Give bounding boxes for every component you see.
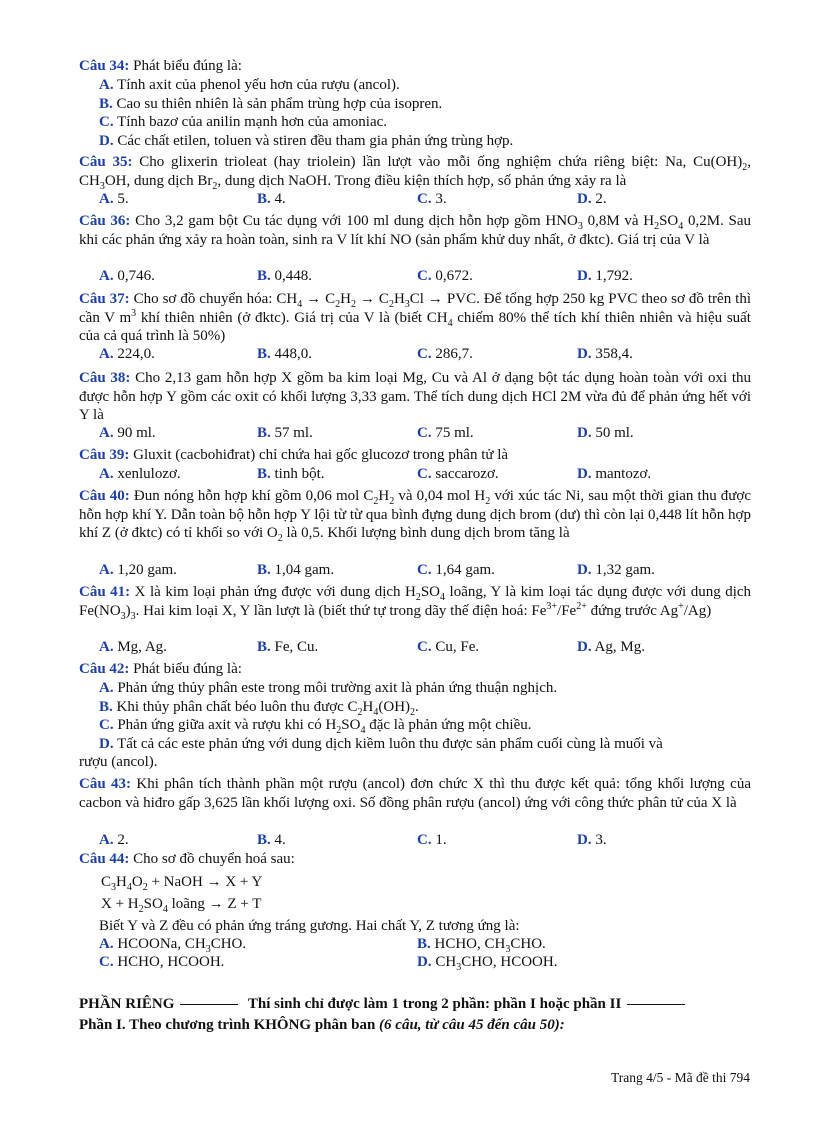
option-a[interactable]: A. xenlulozơ.	[99, 466, 181, 482]
option-c[interactable]: C. Phản ứng giữa axit và rượu khi có $H_2SO_4$ đặc là phản ứng một chiều.	[99, 717, 532, 737]
option-c[interactable]: C. 1.	[417, 832, 447, 848]
question-stem: Khi phân tích thành phần một rượu (ancol) đơn chức X thì thu được kết quả: tổng khối lượng của cacbon và hiđro gấp 3,625 lần khối lượng oxi. Số đồng phân rượu (ancol) ứng với công thức phân tử của X là	[79, 776, 751, 811]
option-a[interactable]: A. 5.	[99, 191, 129, 207]
option-d[interactable]: D. 3.	[577, 832, 607, 848]
option-d[interactable]: D. Ag, Mg.	[577, 639, 645, 655]
option-d[interactable]: D. $CH_3CHO$, HCOOH.	[417, 954, 558, 973]
options-44-row2	[99, 953, 751, 972]
option-c[interactable]: C. Cu, Fe.	[417, 639, 480, 655]
question-44	[79, 850, 751, 869]
option-c[interactable]: C. 0,672.	[417, 268, 473, 284]
option-b[interactable]: B. 1,04 gam.	[257, 562, 335, 578]
section-header	[79, 995, 751, 1014]
options-43	[99, 831, 751, 850]
section-description: Thí sinh chỉ được làm 1 trong 2 phần: phần I hoặc phần II	[247, 996, 622, 1012]
part-1-heading: Phần I. Theo chương trình KHÔNG phân ban (6 câu, từ câu 45 đến câu 50):	[79, 1017, 565, 1033]
question-number: Câu 37:	[79, 291, 130, 307]
question-36: Câu 36: Cho 3,2 gam bột Cu tác dụng với 100 ml dung dịch hỗn hợp gồm $HNO_3$ 0,8M và $H_2SO_4$ 0,2M. Sau khi các phản ứng xảy ra hoàn toàn, sinh ra V lít khí NO (sản phẩm khử duy nhất, ở đktc). Giá trị của V là	[79, 213, 752, 248]
question-38	[79, 369, 751, 425]
question-stem: Cho 2,13 gam hỗn hợp X gồm ba kim loại Mg, Cu và Al ở dạng bột tác dụng hoàn toàn với oxi thu được hỗn hợp Y gồm các oxit có khối lượng 3,33 gam. Thể tích dung dịch HCl 2M vừa đủ để phản ứng hết với Y là	[79, 370, 752, 423]
option-d[interactable]: D. mantozơ.	[577, 466, 652, 482]
question-stem: Phát biểu đúng là:	[133, 58, 242, 74]
question-number: Câu 34:	[79, 58, 130, 74]
question-number: Câu 43:	[79, 776, 132, 792]
option-a[interactable]: A. Mg, Ag.	[99, 639, 167, 655]
option-a[interactable]: A. Phản ứng thủy phân este trong môi trường axit là phản ứng thuận nghịch.	[99, 680, 558, 696]
option-b[interactable]: B. 57 ml.	[257, 425, 313, 441]
option-d[interactable]: D. Các chất etilen, toluen và stiren đều tham gia phản ứng trùng hợp.	[99, 132, 514, 149]
option-d[interactable]: D. 50 ml.	[577, 425, 634, 441]
section-divider	[180, 1004, 238, 1005]
option-a[interactable]: A. 1,20 gam.	[99, 562, 177, 578]
question-number: Câu 40:	[79, 488, 130, 504]
option-c[interactable]: C. 286,7.	[417, 346, 473, 362]
option-a[interactable]: A. HCOONa, $CH_3CHO$.	[99, 936, 247, 955]
options-39	[99, 465, 751, 484]
option-b[interactable]: B. 448,0.	[257, 346, 313, 362]
option-c[interactable]: C. HCHO, HCOOH.	[99, 954, 225, 970]
option-d-continued: rượu (ancol).	[79, 754, 158, 771]
option-c[interactable]: C. 75 ml.	[417, 425, 474, 441]
question-number: Câu 41:	[79, 584, 131, 600]
question-note: Biết Y và Z đều có phản ứng tráng gương. Hai chất Y, Z tương ứng là:	[99, 918, 520, 934]
question-42	[79, 660, 751, 679]
option-b[interactable]: B. Cao su thiên nhiên là sản phẩm trùng hợp của isopren.	[99, 95, 443, 112]
question-41: Câu 41: X là kim loại phản ứng được với dung dịch $H_2SO_4$ loãng, Y là kim loại tác dụng được với dung dịch $Fe(NO_3)_3$. Hai kim loại X, Y lần lượt là (biết thứ tự trong dãy thế điện hoá: $Fe^{3+}/Fe^{2+}$ đứng trước Ag+/Ag)	[79, 584, 752, 622]
question-stem: Gluxit (cacbohiđrat) chỉ chứa hai gốc glucozơ trong phân tử là	[133, 447, 509, 463]
question-39	[79, 446, 751, 465]
page-footer: Trang 4/5 - Mã đề thi 794	[611, 1070, 750, 1085]
option-d[interactable]: D. 358,4.	[577, 346, 633, 362]
option-b[interactable]: B. 4.	[257, 191, 286, 207]
options-42	[79, 679, 751, 772]
options-41	[99, 638, 751, 657]
options-40	[99, 561, 751, 580]
options-37	[99, 345, 751, 364]
option-b[interactable]: B. HCHO, $CH_3CHO$.	[417, 936, 546, 955]
option-d[interactable]: D. 1,792.	[577, 268, 633, 284]
question-number: Câu 36:	[79, 213, 131, 229]
section-title: PHẦN RIÊNG	[79, 996, 175, 1012]
options-35	[99, 190, 751, 209]
question-number: Câu 35:	[79, 154, 133, 170]
options-36	[99, 267, 751, 286]
reaction-equation-1: $C_3H_4O_2$ + NaOH → X + Y	[101, 874, 263, 893]
question-37: Câu 37: Cho sơ đồ chuyển hóa: $CH_4 \to C_2H_2 \to C_2H_3Cl$ → PVC. Để tổng hợp 250 kg PVC theo sơ đồ trên thì cần V $m^3$ khí thiên nhiên (ở đktc). Giá trị của V là (biết $CH_4$ chiếm 80% thể tích khí thiên nhiên và hiệu suất của cả quá trình là 50%)	[79, 291, 751, 344]
option-b[interactable]: B. Fe, Cu.	[257, 639, 319, 655]
option-d[interactable]: D. 2.	[577, 191, 607, 207]
question-number: Câu 44:	[79, 851, 130, 867]
reaction-equation-2: $X + H_2SO_4$ loãng → Z + T	[101, 896, 262, 915]
question-40: Câu 40: Đun nóng hỗn hợp khí gồm 0,06 mol $C_2H_2$ và 0,04 mol $H_2$ với xúc tác Ni, sau một thời gian thu được hỗn hợp khí Y. Dẫn toàn bộ hỗn hợp Y lội từ từ qua bình đựng dung dịch brom (dư) thì còn lại 0,448 lít hỗn hợp khí Z (ở đktc) có tỉ khối so với $O_2$ là 0,5. Khối lượng bình dung dịch brom tăng là	[79, 488, 752, 544]
question-stem: Cho sơ đồ chuyển hoá sau:	[133, 851, 295, 867]
option-a[interactable]: A. 90 ml.	[99, 425, 156, 441]
options-34	[99, 76, 751, 150]
option-c[interactable]: C. saccarozơ.	[417, 466, 499, 482]
question-number: Câu 39:	[79, 447, 130, 463]
option-a[interactable]: A. 2.	[99, 832, 129, 848]
option-b[interactable]: B. 0,448.	[257, 268, 313, 284]
option-a[interactable]: A. Tính axit của phenol yếu hơn của rượu (ancol).	[99, 77, 400, 93]
question-43	[79, 775, 751, 812]
option-c[interactable]: C. Tính bazơ của anilin mạnh hơn của amoniac.	[99, 114, 388, 131]
option-d[interactable]: D. 1,32 gam.	[577, 562, 655, 578]
option-c[interactable]: C. 3.	[417, 191, 447, 207]
question-number: Câu 38:	[79, 370, 131, 386]
options-44-row1	[99, 935, 751, 954]
section-divider	[627, 1004, 685, 1005]
option-b[interactable]: B. tinh bột.	[257, 466, 325, 482]
option-a[interactable]: A. 224,0.	[99, 346, 155, 362]
options-38	[99, 424, 751, 443]
option-c[interactable]: C. 1,64 gam.	[417, 562, 495, 578]
option-d[interactable]: D. Tất cả các este phản ứng với dung dịch kiềm luôn thu được sản phẩm cuối cùng là muối và	[99, 735, 663, 752]
question-35: Câu 35: Cho glixerin trioleat (hay triolein) lần lượt vào mỗi ống nghiệm chứa riêng biệt: Na, $Cu(OH)_2$, $CH_3OH$, dung dịch $Br_2$, dung dịch NaOH. Trong điều kiện thích hợp, số phản ứng xảy ra là	[79, 154, 752, 192]
option-a[interactable]: A. 0,746.	[99, 268, 155, 284]
question-number: Câu 42:	[79, 661, 130, 677]
question-34	[79, 57, 751, 76]
question-stem: Phát biểu đúng là:	[133, 661, 242, 677]
option-b[interactable]: B. 4.	[257, 832, 286, 848]
option-b[interactable]: B. Khi thủy phân chất béo luôn thu được $C_2H_4(OH)_2$.	[99, 698, 419, 718]
